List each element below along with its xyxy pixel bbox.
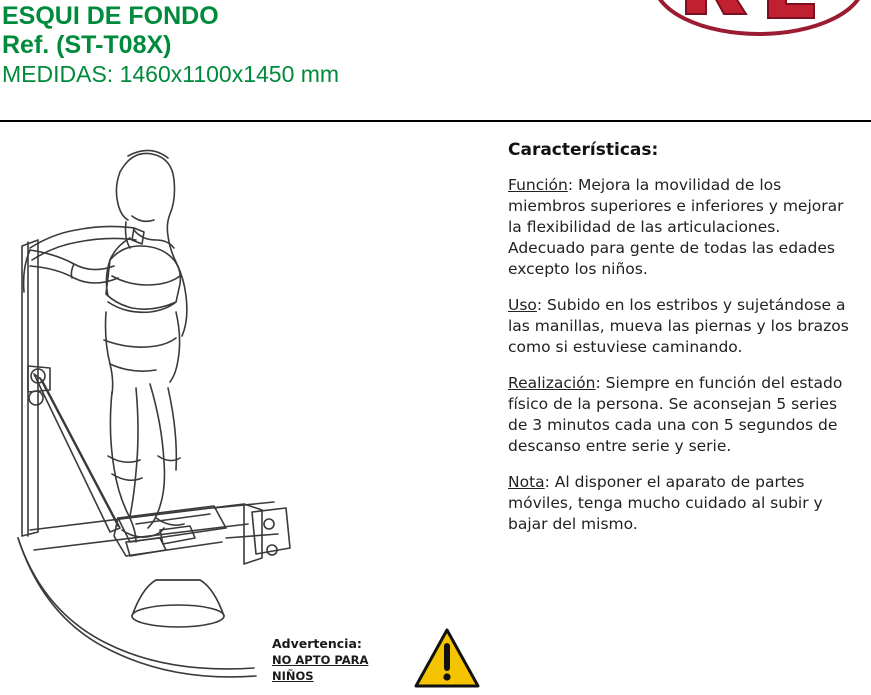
paragraph-realizacion-lead: Realización <box>508 374 596 392</box>
product-title: ESQUI DE FONDO <box>2 2 219 30</box>
characteristics-column <box>508 140 858 550</box>
page-header <box>0 0 871 118</box>
company-logo <box>648 0 870 54</box>
paragraph-funcion <box>508 175 858 280</box>
warning-text <box>272 636 412 684</box>
paragraph-nota <box>508 472 858 535</box>
paragraph-realizacion <box>508 373 858 457</box>
paragraph-realizacion-text: : Siempre en función del estado físico de la persona. Se aconsejan 5 series de 3 minutos cada una con 5 segundos de descanso entre serie y serie. <box>508 374 843 455</box>
warning-label: Advertencia: <box>272 636 362 651</box>
product-title-block <box>2 2 339 89</box>
product-measures: MEDIDAS: 1460x1100x1450 mm <box>2 61 340 87</box>
header-divider <box>0 120 871 122</box>
paragraph-uso <box>508 295 858 358</box>
paragraph-nota-text: : Al disponer el aparato de partes móviles, tenga mucho cuidado al subir y bajar del mismo. <box>508 473 823 533</box>
characteristics-heading: Características: <box>508 140 659 160</box>
product-reference: Ref. (ST-T08X) <box>2 31 172 59</box>
paragraph-nota-lead: Nota <box>508 473 545 491</box>
warning-triangle-icon <box>414 628 480 690</box>
warning-detail: NO APTO PARA NIÑOS <box>272 653 369 683</box>
warning-block <box>272 636 492 686</box>
paragraph-uso-text: : Subido en los estribos y sujetándose a las manillas, mueva las piernas y los brazos como si estuviese caminando. <box>508 296 849 356</box>
paragraph-funcion-lead: Función <box>508 176 568 194</box>
product-illustration <box>0 126 480 686</box>
paragraph-uso-lead: Uso <box>508 296 537 314</box>
paragraph-funcion-text: : Mejora la movilidad de los miembros superiores e inferiores y mejorar la flexibilidad de las articulaciones. Adecuado para gente de todas las edades excepto los niños. <box>508 176 844 278</box>
